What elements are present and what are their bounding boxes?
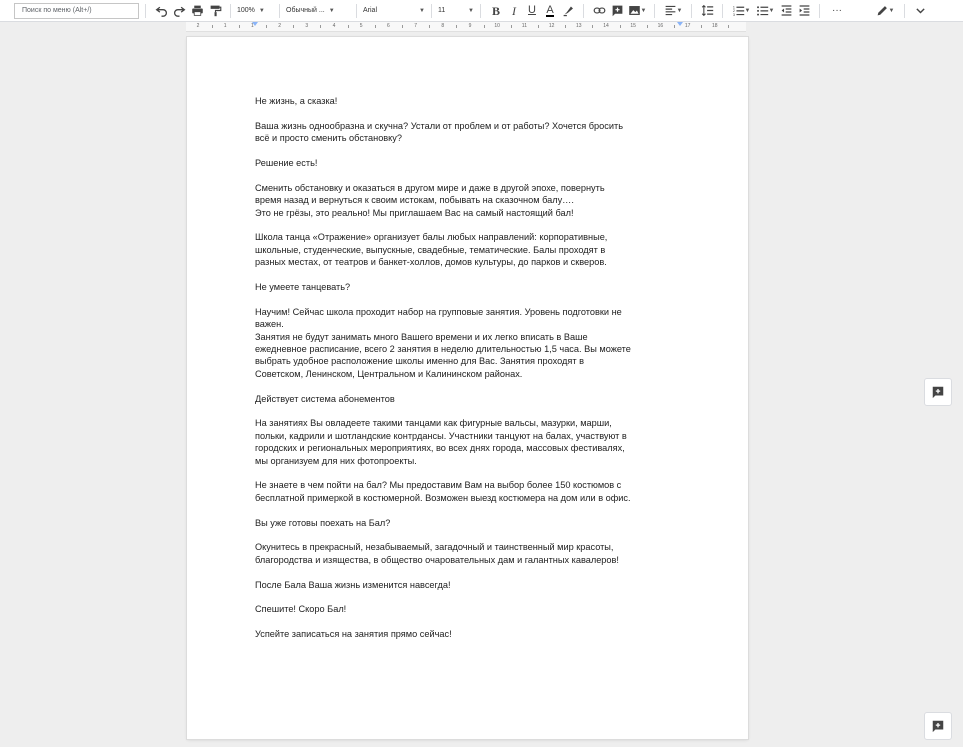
- chevron-down-icon: ▼: [676, 7, 683, 14]
- menu-search-input[interactable]: Поиск по меню (Alt+/): [14, 3, 139, 19]
- paragraph[interactable]: [255, 603, 683, 615]
- ruler-tick: [456, 25, 457, 28]
- ruler-number: 18: [712, 23, 718, 29]
- highlighter-icon: [562, 4, 575, 17]
- ruler-tick: [728, 25, 729, 28]
- toolbar-divider: [279, 4, 280, 18]
- ruler-number: 9: [468, 23, 472, 29]
- ruler-number: 6: [387, 23, 390, 29]
- editing-mode-button[interactable]: [872, 2, 898, 20]
- font-select[interactable]: [363, 2, 425, 20]
- insert-link-button[interactable]: [590, 2, 608, 20]
- paragraph[interactable]: [255, 628, 683, 640]
- zoom-select[interactable]: [237, 2, 273, 20]
- paragraph[interactable]: [255, 281, 683, 293]
- svg-text:1: 1: [732, 5, 735, 10]
- text-line: Это не грёзы, это реально! Мы приглашаем Вас на самый настоящий бал!: [255, 207, 574, 218]
- print-icon: [191, 4, 204, 17]
- italic-button[interactable]: I: [512, 3, 516, 18]
- text-line: разных местах, от театров и банкет-холлов, домов культуры, до парков и скверов.: [255, 257, 607, 268]
- highlight-button[interactable]: [559, 2, 577, 20]
- ruler-tick: [320, 25, 321, 28]
- more-button[interactable]: ···: [832, 4, 842, 16]
- ruler-tick: [538, 25, 539, 28]
- text-line: ежедневное расписание, всего 2 занятия в неделю длительностью 1,5 часа. Вы можете: [255, 344, 631, 355]
- chevron-down-icon: ▼: [768, 7, 775, 14]
- svg-text:3: 3: [732, 12, 735, 17]
- ruler-number: 10: [494, 23, 500, 29]
- text-line: выбрать удобное расположение школы именно для Вас. Занятия проходят в: [255, 356, 584, 367]
- text-line: Спешите! Скоро Бал!: [255, 604, 347, 615]
- numbered-list-button[interactable]: [729, 2, 753, 20]
- paragraph[interactable]: [255, 517, 683, 529]
- align-left-icon: [664, 4, 677, 17]
- text-line: Успейте записаться на занятия прямо сейчас!: [255, 629, 452, 640]
- text-line: Вы уже готовы поехать на Бал?: [255, 517, 391, 528]
- toolbar-divider: [230, 4, 231, 18]
- text-line: всё и просто сменить обстановку?: [255, 133, 403, 144]
- undo-icon: [155, 4, 168, 17]
- line-spacing-icon: [701, 4, 714, 17]
- ruler-number: 3: [305, 23, 309, 29]
- decrease-indent-button[interactable]: [777, 2, 795, 20]
- paint-format-button[interactable]: [206, 2, 224, 20]
- horizontal-ruler[interactable]: [186, 22, 746, 32]
- ruler-tick: [402, 25, 403, 28]
- ruler-number: 4: [332, 23, 336, 29]
- toolbar-divider: [904, 4, 905, 18]
- text-line: городских и региональных мероприятиях, во всех днях города, массовых фестивалях,: [255, 443, 625, 454]
- chevron-down-icon: ▼: [468, 7, 474, 14]
- document-body[interactable]: [255, 95, 683, 653]
- ruler-tick: [647, 25, 648, 28]
- ruler-number: 15: [630, 23, 636, 29]
- text-color-icon: A: [546, 3, 554, 16]
- ruler-tick: [511, 25, 512, 28]
- link-icon: [593, 4, 606, 17]
- ruler-tick: [348, 25, 349, 28]
- ruler-number: 12: [548, 23, 555, 29]
- paragraph[interactable]: [255, 417, 683, 467]
- image-icon: [628, 4, 641, 17]
- add-comment-side-button[interactable]: [924, 378, 952, 406]
- text-line: После Бала Ваша жизнь изменится навсегда!: [255, 579, 451, 590]
- paragraph[interactable]: [255, 541, 683, 566]
- text-line: бесплатной примеркой в костюмерной. Возможен выезд костюмера на дом или в офис.: [255, 492, 631, 503]
- text-line: Действует система абонементов: [255, 393, 395, 404]
- toolbar-divider: [722, 4, 723, 18]
- toolbar-divider: [431, 4, 432, 18]
- toolbar-divider: [480, 4, 481, 18]
- text-line: Занятия не будут занимать много Вашего времени и их легко вписать в Ваше: [255, 331, 588, 342]
- paragraph[interactable]: [255, 579, 683, 591]
- ruler-number: 16: [657, 23, 664, 29]
- style-value: Обычный ...: [286, 7, 325, 14]
- chevron-down-icon: ▼: [888, 7, 895, 14]
- ruler-number: 2: [196, 23, 200, 29]
- ruler-number: 1: [223, 23, 227, 29]
- text-line: Научим! Сейчас школа проходит набор на групповые занятия. Уровень подготовки не: [255, 306, 622, 317]
- decrease-indent-icon: [780, 4, 793, 17]
- ruler-tick: [375, 25, 376, 28]
- ruler-tick: [701, 25, 702, 28]
- toolbar-divider: [691, 4, 692, 18]
- text-color-button[interactable]: [541, 2, 559, 20]
- paragraph[interactable]: [255, 306, 683, 380]
- add-comment-side-button-bottom[interactable]: [924, 712, 952, 740]
- text-line: благородства и изящества, в общество очаровательных дам и галантных кавалеров!: [255, 554, 619, 565]
- align-button[interactable]: [661, 2, 685, 20]
- ruler-tick: [620, 25, 621, 28]
- insert-comment-button[interactable]: [608, 2, 626, 20]
- text-line: Окунитесь в прекрасный, незабываемый, загадочный и таинственный мир красоты,: [255, 542, 614, 553]
- text-line: Не жизнь, а сказка!: [255, 96, 338, 106]
- ruler-tick: [484, 25, 485, 28]
- zoom-value: 100%: [237, 7, 255, 14]
- text-line: время назад и вернуться к своим истокам, побывать на сказочном балу….: [255, 195, 574, 206]
- font-size-value: 11: [438, 7, 446, 14]
- ruler-tick: [239, 25, 240, 28]
- text-line: Ваша жизнь однообразна и скучна? Устали от проблем и от работы? Хочется бросить: [255, 120, 623, 131]
- increase-indent-button[interactable]: [795, 2, 813, 20]
- svg-text:2: 2: [732, 9, 735, 14]
- text-line: школьные, студенческие, выпускные, свадебные, тематические. Балы проходят в: [255, 244, 606, 255]
- ruler-number: 1: [251, 23, 254, 29]
- toolbar-divider: [145, 4, 146, 18]
- text-line: мы организуем для них фотопроекты.: [255, 455, 417, 466]
- chevron-down-icon: ▼: [419, 7, 425, 14]
- right-indent-marker[interactable]: [677, 22, 683, 26]
- add-comment-icon: [931, 385, 945, 399]
- ruler-number: 8: [441, 23, 445, 29]
- font-size-select[interactable]: [438, 2, 474, 20]
- ruler-tick: [674, 25, 675, 28]
- chevron-up-icon: [914, 4, 927, 17]
- paragraph[interactable]: [255, 157, 683, 169]
- line-spacing-button[interactable]: [698, 2, 716, 20]
- increase-indent-icon: [798, 4, 811, 17]
- collapse-toolbar-button[interactable]: [911, 2, 929, 20]
- text-line: Советском, Ленинском, Центральном и Калининском районах.: [255, 368, 523, 379]
- text-line: польки, кадрили и шотландские контрдансы. Участники танцуют на балах, участвуют в: [255, 430, 627, 441]
- paragraph[interactable]: [255, 231, 683, 268]
- toolbar-divider: [819, 4, 820, 18]
- text-line: На занятиях Вы овладеете такими танцами как фигурные вальсы, мазурки, марши,: [255, 418, 612, 429]
- ruler-number: 2: [278, 23, 281, 29]
- style-select[interactable]: [286, 2, 350, 20]
- ruler-number: 17: [684, 23, 691, 29]
- ruler-number: 11: [521, 23, 527, 29]
- ruler-tick: [212, 25, 213, 28]
- text-line: Решение есть!: [255, 158, 318, 168]
- chevron-down-icon: ▼: [744, 7, 751, 14]
- text-line: Сменить обстановку и оказаться в другом мире и даже в другой эпохе, повернуть: [255, 182, 605, 193]
- undo-button[interactable]: [152, 2, 170, 20]
- ruler-tick: [293, 25, 294, 28]
- toolbar-divider: [583, 4, 584, 18]
- paragraph[interactable]: [255, 95, 683, 107]
- paint-format-icon: [209, 4, 222, 17]
- print-button[interactable]: [188, 2, 206, 20]
- ruler-tick: [592, 25, 593, 28]
- toolbar-divider: [356, 4, 357, 18]
- pencil-icon: [876, 4, 889, 17]
- text-line: Не умеете танцевать?: [255, 282, 351, 293]
- numbered-list-icon: [732, 4, 745, 17]
- chevron-down-icon: ▼: [328, 7, 335, 14]
- paragraph[interactable]: [255, 120, 683, 145]
- text-line: важен.: [255, 319, 284, 330]
- chevron-down-icon: ▼: [258, 7, 265, 14]
- redo-button[interactable]: [170, 2, 188, 20]
- bulleted-list-icon: [756, 4, 769, 17]
- ruler-tick: [429, 25, 430, 28]
- ruler-number: 5: [359, 23, 363, 29]
- ruler-number: 7: [414, 23, 417, 29]
- paragraph[interactable]: [255, 182, 683, 219]
- document-page[interactable]: [187, 37, 748, 739]
- bulleted-list-button[interactable]: [753, 2, 777, 20]
- toolbar-divider: [654, 4, 655, 18]
- ruler-number: 14: [603, 23, 609, 29]
- add-comment-icon: [931, 719, 945, 733]
- ruler-tick: [266, 25, 267, 28]
- paragraph[interactable]: [255, 479, 683, 504]
- ruler-number: 13: [576, 23, 582, 29]
- underline-button[interactable]: U: [528, 4, 536, 16]
- font-value: Arial: [363, 7, 378, 14]
- text-line: Школа танца «Отражение» организует балы любых направлений: корпоративные,: [255, 232, 608, 243]
- bold-button[interactable]: B: [491, 3, 500, 18]
- redo-icon: [173, 4, 186, 17]
- chevron-down-icon: ▼: [640, 7, 647, 14]
- ruler-tick: [565, 25, 566, 28]
- add-comment-icon: [611, 4, 624, 17]
- text-line: Не знаете в чем пойти на бал? Мы предоставим Вам на выбор более 150 костюмов с: [255, 480, 622, 491]
- toolbar: [0, 0, 963, 22]
- insert-image-button[interactable]: [626, 2, 648, 20]
- paragraph[interactable]: [255, 393, 683, 405]
